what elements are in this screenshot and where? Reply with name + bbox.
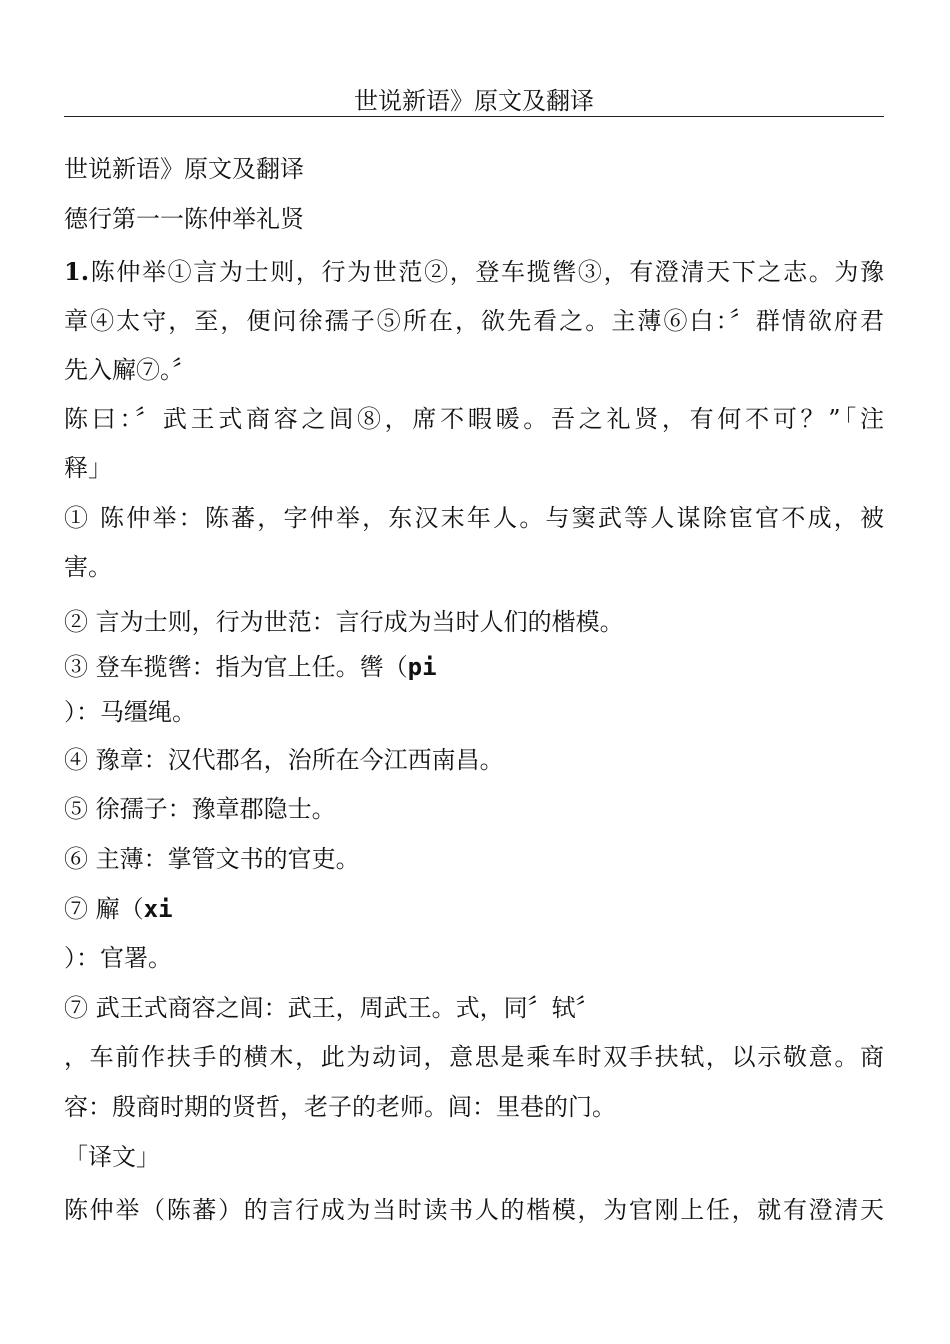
note-3-text: ③ 登车揽辔：指为官上任。辔（ [64,653,408,681]
note-4: ④ 豫章：汉代郡名，治所在今江西南昌。 [64,746,504,774]
page-header-title: 世说新语》原文及翻译 [354,87,594,115]
note-3-line-1 [64,652,437,682]
document-title: 世说新语》原文及翻译 [64,155,304,183]
section-heading: 德行第一一陈仲举礼贤 [64,205,304,233]
note-1-line-1: ① 陈仲举：陈蕃，字仲举，东汉末年人。与窦武等人谋除宦官不成，被 [64,504,884,532]
paragraph-number: 1. [64,257,90,286]
note-7-pinyin: xi [143,895,173,923]
paragraph-1-line-1 [64,257,884,287]
header-rule [64,116,884,117]
paragraph-2-line-2: 释」 [64,454,112,482]
paragraph-1-line-2: 章④太守，至，便问徐孺子⑤所在，欲先看之。主薄⑥白：〞群情欲府君 [64,307,884,335]
translation-heading: 「译文」 [64,1143,160,1171]
note-6: ⑥ 主薄：掌管文书的官吏。 [64,845,360,873]
paragraph-1-line-3: 先入廨⑦。〞 [64,356,196,384]
note-8-line-1: ⑦ 武王式商容之闾：武王，周武王。式，同〞轼〞 [64,994,600,1022]
translation-line-1: 陈仲举（陈蕃）的言行成为当时读书人的楷模，为官刚上任，就有澄清天 [64,1196,884,1224]
note-3-pinyin: pi [407,653,437,681]
paragraph-1-text: 陈仲举①言为士则，行为世范②，登车揽辔③，有澄清天下之志。为豫 [89,258,884,286]
note-3-line-2: ）：马缰绳。 [64,698,196,726]
note-1-line-2: 害。 [64,553,112,581]
note-8-line-2: ，车前作扶手的横木，此为动词，意思是乘车时双手扶轼，以示敬意。商 [64,1043,884,1071]
note-7-line-1 [64,894,173,924]
note-7-line-2: ）：官署。 [64,944,172,972]
note-7-text: ⑦ 廨（ [64,895,144,923]
note-5: ⑤ 徐孺子：豫章郡隐士。 [64,795,336,823]
note-8-line-3: 容：殷商时期的贤哲，老子的老师。闾：里巷的门。 [64,1093,616,1121]
paragraph-2-line-1: 陈曰：〞武王式商容之闾⑧，席不暇暖。吾之礼贤，有何不可？”「注 [64,405,884,433]
note-2: ② 言为士则，行为世范：言行成为当时人们的楷模。 [64,608,624,636]
